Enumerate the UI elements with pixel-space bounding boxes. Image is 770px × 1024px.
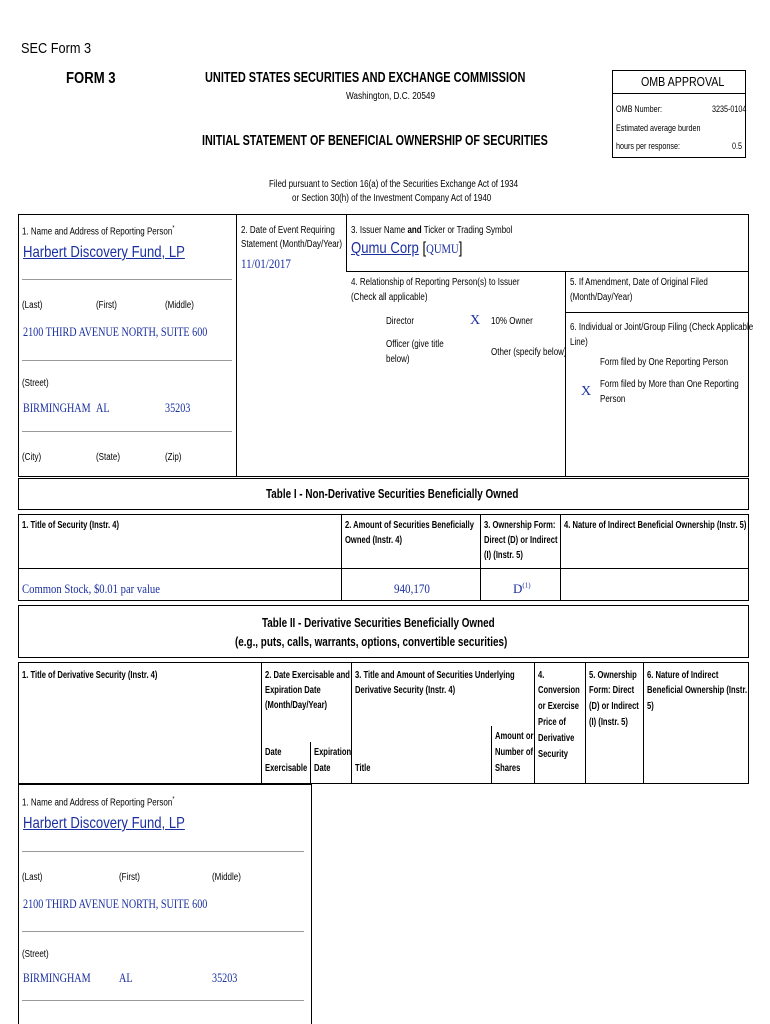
- box2-label-line1: 2. Date of Event Requiring: [241, 225, 335, 236]
- box1-last-label: (Last): [22, 300, 43, 311]
- box3-label: [351, 225, 512, 236]
- table2-col6-header-line1: 6. Nature of Indirect: [647, 670, 719, 681]
- box5-label-line1: 5. If Amendment, Date of Original Filed: [570, 277, 708, 288]
- box1b-state-value: AL: [119, 970, 133, 985]
- box1b-first-label: (First): [119, 872, 140, 883]
- filed-pursuant-line1: Filed pursuant to Section 16(a) of the Securities Exchange Act of 1934: [269, 179, 519, 190]
- box1b-street-label: (Street): [22, 949, 49, 960]
- footnote-ref[interactable]: (1): [522, 581, 531, 590]
- sec-form-label: SEC Form 3: [21, 40, 92, 57]
- table2-col4-header-line5: Derivative: [538, 733, 575, 744]
- underlying-title-header: Title: [355, 763, 371, 774]
- ticker-symbol: QUMU: [426, 241, 459, 256]
- box1-city-underline: [22, 431, 232, 432]
- box3-bottom-border: [346, 271, 749, 272]
- box1-zip-value: 35203: [165, 400, 191, 415]
- table2-col5-header-line4: (I) (Instr. 5): [589, 717, 628, 728]
- box1-city-label: (City): [22, 452, 42, 463]
- box1-name-underline: [22, 279, 232, 280]
- ticker-bracket-close: ]: [458, 240, 463, 257]
- table1-col3-header-line2: Direct (D) or Indirect: [484, 535, 558, 546]
- box4-label-line1: 4. Relationship of Reporting Person(s) to Issuer: [351, 277, 520, 288]
- omb-divider: [613, 93, 745, 94]
- box1b-star: *: [172, 796, 175, 803]
- expiration-date-header-line2: Date: [314, 763, 331, 774]
- box1-state-label: (State): [96, 452, 121, 463]
- table2-col3b-border: [491, 726, 492, 784]
- box3-label-b: Ticker or Trading Symbol: [421, 225, 513, 236]
- more-than-one-label-line2: Person: [600, 394, 626, 405]
- table2-col4-header-line2: Conversion: [538, 685, 580, 696]
- box1-star: *: [172, 225, 175, 232]
- issuer-name-link[interactable]: Qumu Corp: [351, 240, 419, 257]
- omb-approval-box: [612, 70, 746, 158]
- amount-shares-header-line3: Shares: [495, 763, 521, 774]
- issuer-line: [351, 240, 462, 258]
- expiration-date-header-line1: Expiration: [314, 747, 352, 758]
- agency-name: UNITED STATES SECURITIES AND EXCHANGE COMMISSION: [205, 69, 526, 86]
- box1b-middle-label: (Middle): [212, 872, 241, 883]
- box1-right-border: [236, 214, 237, 477]
- table2-col2b-border: [310, 742, 311, 784]
- table2-col1-header: 1. Title of Derivative Security (Instr. 4): [22, 670, 158, 681]
- box1b-city-underline: [22, 1000, 304, 1001]
- table2-col2-border: [261, 662, 262, 784]
- table1-col4-header: 4. Nature of Indirect Beneficial Ownership (Instr. 5): [564, 520, 747, 531]
- table2-col6-header-line2: Beneficial Ownership (Instr.: [647, 685, 748, 696]
- officer-label-line2: below): [386, 354, 410, 365]
- omb-title: OMB APPROVAL: [641, 74, 725, 89]
- box1b-label: [22, 796, 175, 808]
- table2-col3-header-line2: Derivative Security (Instr. 4): [355, 685, 456, 696]
- table2-col4-header-line1: 4.: [538, 670, 545, 681]
- amount-shares-header-line2: Number of: [495, 747, 533, 758]
- box1-city-value: BIRMINGHAM: [23, 400, 91, 415]
- box6-label-line1: 6. Individual or Joint/Group Filing (Check Applicable: [570, 322, 754, 333]
- more-than-one-check: X: [581, 384, 592, 399]
- box3-label-and: and: [407, 225, 422, 236]
- box1b-last-label: (Last): [22, 872, 43, 883]
- table2-col5-header-line3: (D) or Indirect: [589, 701, 639, 712]
- box1-street-label: (Street): [22, 378, 49, 389]
- table2-col5-header-line1: 5. Ownership: [589, 670, 637, 681]
- box1-label: [22, 225, 175, 237]
- more-than-one-label-line1: Form filed by More than One Reporting: [600, 379, 739, 390]
- form-number: FORM 3: [66, 70, 116, 87]
- box4-label-line2: (Check all applicable): [351, 292, 428, 303]
- date-exercisable-header-line2: Exercisable: [265, 763, 308, 774]
- box1b-street-underline: [22, 931, 304, 932]
- table2-col5-header-line2: Form: Direct: [589, 685, 635, 696]
- box2-label-line2: Statement (Month/Day/Year): [241, 239, 343, 250]
- form-title: INITIAL STATEMENT OF BENEFICIAL OWNERSHIP OF SECURITIES: [202, 132, 548, 149]
- ten-percent-owner-label: 10% Owner: [491, 316, 533, 327]
- table2-col4-border: [534, 662, 535, 784]
- table2-col2-header-line1: 2. Date Exercisable and: [265, 670, 350, 681]
- table2-col4-header-line6: Security: [538, 749, 568, 760]
- table2-col4-header-line4: Price of: [538, 717, 566, 728]
- agency-city: Washington, D.C. 20549: [346, 91, 436, 102]
- date-exercisable-header-line1: Date: [265, 747, 282, 758]
- box1b-city-value: BIRMINGHAM: [23, 970, 91, 985]
- ticker-bracket-open: [: [422, 240, 427, 257]
- table1-col2-header-line1: 2. Amount of Securities Beneficially: [345, 520, 474, 531]
- box1-street-underline: [22, 360, 232, 361]
- table2-col2-header-line3: (Month/Day/Year): [265, 700, 328, 711]
- table2-col2-header-line2: Expiration Date: [265, 685, 321, 696]
- box1-label-text: 1. Name and Address of Reporting Person: [22, 226, 173, 238]
- box6-label-line2: Line): [570, 337, 588, 348]
- box1-zip-label: (Zip): [165, 452, 182, 463]
- table2-col3-header-line1: 3. Title and Amount of Securities Underlying: [355, 670, 515, 681]
- reporting-person-link-2[interactable]: Harbert Discovery Fund, LP: [23, 815, 185, 832]
- box1-first-label: (First): [96, 300, 117, 311]
- box1-street-value: 2100 THIRD AVENUE NORTH, SUITE 600: [23, 324, 208, 339]
- event-date-value: 11/01/2017: [241, 256, 291, 271]
- omb-hours: 0.5: [732, 141, 743, 151]
- table2-col6-header-line3: 5): [647, 701, 654, 712]
- omb-number-label: OMB Number:: [616, 104, 663, 114]
- table2-title-frame: [18, 605, 749, 658]
- table1-title: Table I - Non-Derivative Securities Beneficially Owned: [266, 486, 519, 501]
- table1-row-title: Common Stock, $0.01 par value: [22, 581, 160, 596]
- table1-col2-header-line2: Owned (Instr. 4): [345, 535, 403, 546]
- box3-label-a: 3. Issuer Name: [351, 225, 408, 236]
- ownership-form-value: D: [513, 581, 523, 596]
- omb-number: 3235-0104: [712, 104, 747, 114]
- box1b-label-text: 1. Name and Address of Reporting Person: [22, 797, 173, 809]
- reporting-person-link[interactable]: Harbert Discovery Fund, LP: [23, 244, 185, 261]
- director-label: Director: [386, 316, 415, 327]
- box2-right-border: [346, 214, 347, 272]
- box1b-zip-value: 35203: [212, 970, 238, 985]
- amount-shares-header-line1: Amount or: [495, 731, 534, 742]
- box5-bottom-border: [565, 312, 749, 313]
- omb-hours-label: hours per response:: [616, 141, 681, 151]
- table2-title-line2: (e.g., puts, calls, warrants, options, convertible securities): [235, 634, 508, 649]
- box4-right-border: [565, 271, 566, 477]
- table1-row-amount: 940,170: [394, 581, 430, 596]
- table2-col6-border: [643, 662, 644, 784]
- omb-burden-label: Estimated average burden: [616, 123, 701, 133]
- one-reporting-person-label: Form filed by One Reporting Person: [600, 357, 729, 368]
- table2-col3-border: [351, 662, 352, 784]
- box1-middle-label: (Middle): [165, 300, 194, 311]
- table1-col1-header: 1. Title of Security (Instr. 4): [22, 520, 120, 531]
- table2-title-line1: Table II - Derivative Securities Beneficially Owned: [262, 615, 495, 630]
- other-label: Other (specify below): [491, 347, 567, 358]
- box1b-street-value: 2100 THIRD AVENUE NORTH, SUITE 600: [23, 896, 208, 911]
- box1b-name-underline: [22, 851, 304, 852]
- box1-state-value: AL: [96, 400, 110, 415]
- table2-col5-border: [585, 662, 586, 784]
- table1-col3-header-line3: (I) (Instr. 5): [484, 550, 523, 561]
- officer-label-line1: Officer (give title: [386, 339, 444, 350]
- table2-col4-header-line3: or Exercise: [538, 701, 579, 712]
- box5-label-line2: (Month/Day/Year): [570, 292, 633, 303]
- filed-pursuant-line2: or Section 30(h) of the Investment Company Act of 1940: [292, 193, 492, 204]
- ten-percent-owner-check: X: [470, 313, 481, 328]
- table1-row-form: [513, 581, 531, 597]
- table1-col3-header-line1: 3. Ownership Form:: [484, 520, 556, 531]
